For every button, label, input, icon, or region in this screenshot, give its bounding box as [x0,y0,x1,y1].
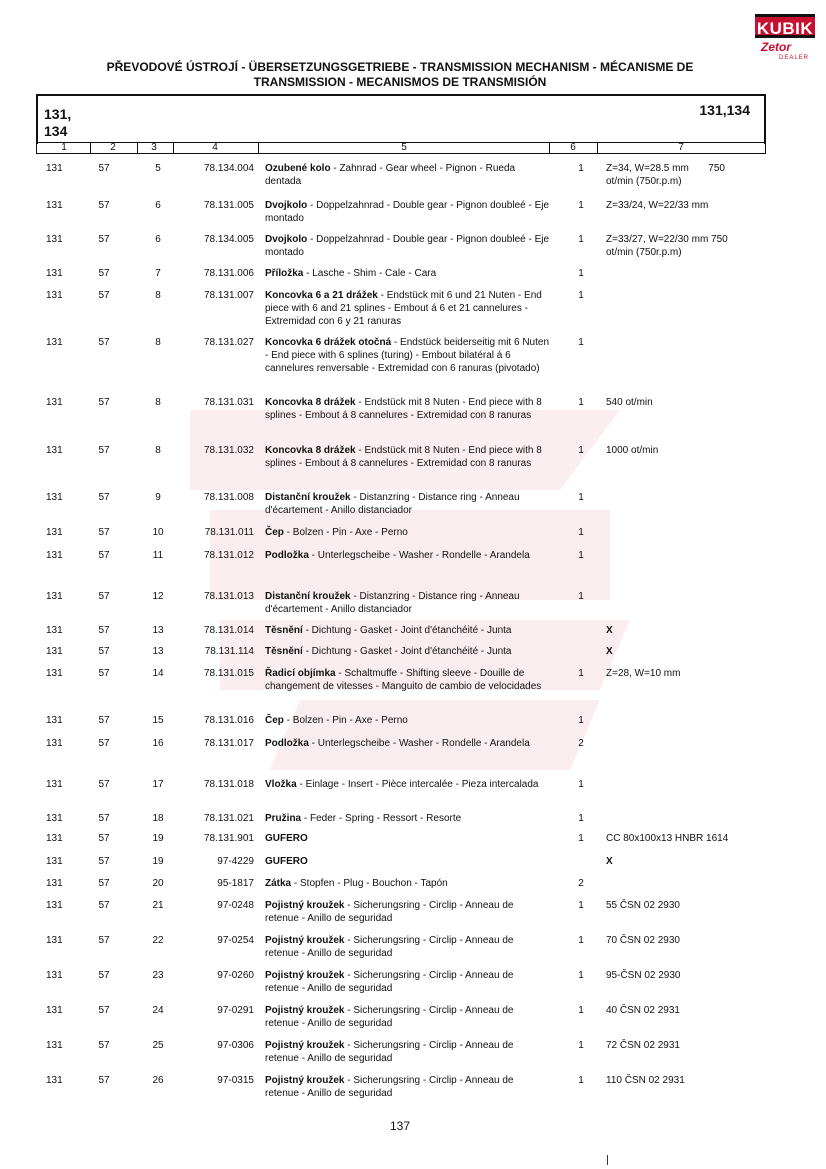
row-description [265,1004,550,1030]
row-description [265,336,550,375]
row-position: 20 [152,878,164,889]
row-part-name: Čep [265,715,284,726]
row-translations: - Dichtung - Gasket - Joint d'étanchéité - Junta [302,646,512,657]
row-description [265,667,550,693]
row-position: 17 [152,779,164,790]
row-position: 6 [155,234,161,245]
row-model: 131 [46,935,63,946]
row-part-name: Zátka [265,878,292,889]
row-part-number: 78.134.005 [203,234,254,245]
header-model-left: 131, 134 [44,106,72,139]
row-note: 70 ČSN 02 2930 [606,935,680,946]
row-translations: - Sicherungsring - Circlip - Anneau de retenue - Anillo de seguridad [265,1040,514,1064]
row-group: 57 [98,290,110,301]
row-part-name: Pojistný kroužek [265,935,345,946]
row-position: 13 [152,646,164,657]
row-position: 10 [152,527,164,538]
col-header-3: 3 [151,142,157,153]
row-quantity: 2 [578,738,584,749]
col-header-5: 5 [401,142,407,153]
row-part-name: Koncovka 8 drážek [265,445,356,456]
row-group: 57 [98,856,110,867]
row-translations: - Endstück mit 8 Nuten - End piece with 8 splines - Embout á 8 cannelures - Extremidad con 8 ranuras [265,397,542,421]
row-position: 16 [152,738,164,749]
row-description [265,624,550,637]
row-part-number: 97-0306 [217,1040,254,1051]
row-description [265,969,550,995]
row-group: 57 [98,445,110,456]
row-model: 131 [46,715,63,726]
row-part-name: Dvojkolo [265,234,308,245]
row-part-number: 78.131.012 [203,550,254,561]
row-translations: - Feder - Spring - Ressort - Resorte [301,813,462,824]
row-position: 14 [152,668,164,679]
row-quantity: 1 [578,935,584,946]
row-part-name: Pojistný kroužek [265,900,345,911]
row-part-name: Pojistný kroužek [265,1005,345,1016]
row-translations: - Endstück mit 8 Nuten - End piece with 8 splines - Embout á 8 cannelures - Extremidad con 8 ranuras [265,445,542,469]
row-translations: - Bolzen - Pin - Axe - Perno [283,527,408,538]
row-part-number: 78.131.017 [203,738,254,749]
row-part-number: 78.131.027 [203,337,254,348]
row-group: 57 [98,234,110,245]
row-part-name: Těsnění [265,646,303,657]
row-translations: - Unterlegscheibe - Washer - Rondelle - Arandela [308,738,530,749]
row-quantity: 1 [578,813,584,824]
row-position: 19 [152,856,164,867]
row-translations: - Unterlegscheibe - Washer - Rondelle - Arandela [308,550,530,561]
row-quantity: 1 [578,550,584,561]
row-description [265,832,550,845]
row-position: 19 [152,833,164,844]
row-part-number: 97-0291 [217,1005,254,1016]
row-translations: - Sicherungsring - Circlip - Anneau de retenue - Anillo de seguridad [265,900,514,924]
row-description [265,812,550,825]
row-translations: - Endstück beiderseitig mit 6 Nuten - End piece with 6 splines (turing) - Embout bilatéral á 6 cannelures renversable - Extremidad con 6 ranuras (pivotado) [265,337,550,374]
row-part-name: Pojistný kroužek [265,1040,345,1051]
row-translations: - Lasche - Shim - Cale - Cara [303,268,437,279]
row-note: X [606,625,613,636]
row-description [265,396,550,422]
row-part-name: GUFERO [265,856,308,867]
row-model: 131 [46,492,63,503]
row-part-number: 78.131.031 [203,397,254,408]
row-group: 57 [98,591,110,602]
row-model: 131 [46,625,63,636]
row-quantity: 1 [578,1075,584,1086]
row-note: Z=28, W=10 mm [606,668,681,679]
row-part-name: Koncovka 8 drážek [265,397,356,408]
row-group: 57 [98,970,110,981]
row-part-name: GUFERO [265,833,308,844]
row-part-name: Ozubené kolo [265,163,331,174]
row-group: 57 [98,878,110,889]
row-part-number: 97-0260 [217,970,254,981]
row-part-number: 78.131.032 [203,445,254,456]
row-description [265,714,550,727]
row-model: 131 [46,1040,63,1051]
row-part-name: Pojistný kroužek [265,1075,345,1086]
row-part-name: Podložka [265,550,309,561]
column-header-row [36,142,766,154]
row-description [265,877,550,890]
row-group: 57 [98,833,110,844]
row-translations: - Einlage - Insert - Pièce intercalée - Pieza intercalada [296,779,539,790]
row-description [265,1039,550,1065]
row-description [265,289,550,328]
row-part-number: 78.131.011 [204,527,254,538]
row-part-number: 78.131.015 [203,668,254,679]
row-translations: - Sicherungsring - Circlip - Anneau de retenue - Anillo de seguridad [265,935,514,959]
row-model: 131 [46,200,63,211]
row-quantity: 1 [578,900,584,911]
row-position: 13 [152,625,164,636]
row-part-number: 95-1817 [217,878,254,889]
row-group: 57 [98,1040,110,1051]
row-quantity: 1 [578,268,584,279]
row-model: 131 [46,397,63,408]
page-title: PŘEVODOVÉ ÚSTROJÍ - ÜBERSETZUNGSGETRIEBE - TRANSMISSION MECHANISM - MÉCANISME DE TRANSMISSION - MECANISMOS DE TRANSMISIÓN [106,60,694,89]
row-group: 57 [98,715,110,726]
row-model: 131 [46,268,63,279]
row-position: 12 [152,591,164,602]
header-box [36,94,766,144]
row-position: 15 [152,715,164,726]
logo-sub: Zetor [761,40,791,54]
row-position: 8 [155,445,161,456]
row-group: 57 [98,268,110,279]
row-model: 131 [46,1005,63,1016]
row-quantity: 1 [578,445,584,456]
row-quantity: 1 [578,397,584,408]
row-quantity: 1 [578,779,584,790]
row-position: 8 [155,337,161,348]
row-quantity: 1 [578,163,584,174]
row-model: 131 [46,856,63,867]
row-quantity: 1 [578,492,584,503]
row-part-number: 97-0248 [217,900,254,911]
row-group: 57 [98,550,110,561]
row-part-name: Příložka [265,268,304,279]
row-description [265,855,550,868]
row-quantity: 1 [578,833,584,844]
row-part-name: Pružina [265,813,302,824]
row-part-name: Čep [265,527,284,538]
row-group: 57 [98,935,110,946]
row-group: 57 [98,163,110,174]
row-part-number: 78.131.007 [203,290,254,301]
row-position: 11 [152,550,164,561]
row-position: 6 [155,200,161,211]
row-part-number: 78.131.013 [203,591,254,602]
row-note: 55 ČSN 02 2930 [606,900,680,911]
row-note: 1000 ot/min [606,445,659,456]
row-translations: - Doppelzahnrad - Double gear - Pignon doubleé - Eje montado [265,200,550,224]
row-note: 540 ot/min [606,397,653,408]
row-part-name: Distanční kroužek [265,591,351,602]
row-part-number: 78.131.005 [203,200,254,211]
row-translations: - Sicherungsring - Circlip - Anneau de retenue - Anillo de seguridad [265,1005,514,1029]
row-quantity: 1 [578,200,584,211]
row-description [265,491,550,517]
row-part-name: Koncovka 6 a 21 drážek [265,290,378,301]
page-number: 137 [389,1119,411,1133]
row-translations: - Sicherungsring - Circlip - Anneau de retenue - Anillo de seguridad [265,1075,514,1099]
page-tick-mark [607,1155,608,1165]
row-part-number: 78.131.014 [203,625,254,636]
row-description [265,737,550,750]
row-position: 21 [152,900,164,911]
row-translations: - Distanzring - Distance ring - Anneau d'écartement - Anillo distanciador [265,492,520,516]
row-description [265,267,550,280]
row-part-name: Pojistný kroužek [265,970,345,981]
row-part-name: Podložka [265,738,309,749]
row-description [265,1074,550,1100]
row-part-number: 78.131.114 [204,646,254,657]
row-part-name: Vložka [265,779,297,790]
row-position: 22 [152,935,164,946]
col-header-2: 2 [110,142,116,153]
row-translations: - Bolzen - Pin - Axe - Perno [283,715,408,726]
header-model-right: 131,134 [699,102,750,118]
row-note: Z=33/27, W=22/30 mm 750 ot/min (750r.p.m) [606,234,728,258]
row-group: 57 [98,397,110,408]
row-model: 131 [46,900,63,911]
row-group: 57 [98,738,110,749]
row-model: 131 [46,163,63,174]
row-position: 18 [152,813,164,824]
row-group: 57 [98,1075,110,1086]
row-model: 131 [46,668,63,679]
row-translations: - Stopfen - Plug - Bouchon - Tapón [291,878,448,889]
row-quantity: 1 [578,591,584,602]
row-part-number: 78.131.021 [203,813,254,824]
row-part-name: Řadicí objímka [265,668,336,679]
logo-brand: KUBIK [755,14,815,38]
row-part-name: Těsnění [265,625,303,636]
col-header-1: 1 [61,142,67,153]
row-model: 131 [46,738,63,749]
row-model: 131 [46,1075,63,1086]
row-part-number: 97-0254 [217,935,254,946]
row-description [265,778,550,791]
row-model: 131 [46,550,63,561]
row-model: 131 [46,290,63,301]
row-note: CC 80x100x13 HNBR 1614 [606,833,729,844]
row-model: 131 [46,970,63,981]
row-quantity: 1 [578,337,584,348]
row-translations: - Dichtung - Gasket - Joint d'étanchéité - Junta [302,625,512,636]
row-note: 72 ČSN 02 2931 [606,1040,680,1051]
row-quantity: 1 [578,1040,584,1051]
row-quantity: 2 [578,878,584,889]
row-model: 131 [46,527,63,538]
row-note: 95-ČSN 02 2930 [606,970,681,981]
row-part-number: 78.134.004 [203,163,254,174]
row-quantity: 1 [578,970,584,981]
row-translations: - Endstück mit 6 und 21 Nuten - End piece with 6 and 21 splines - Embout á 6 et 21 cannelures - Extremidad con 6 y 21 ranuras [265,290,542,327]
col-header-4: 4 [212,142,218,153]
row-part-number: 78.131.018 [203,779,254,790]
row-group: 57 [98,527,110,538]
row-note: X [606,646,613,657]
row-group: 57 [98,813,110,824]
row-part-name: Koncovka 6 drážek otočná [265,337,392,348]
row-translations: - Sicherungsring - Circlip - Anneau de retenue - Anillo de seguridad [265,970,514,994]
row-translations: - Distanzring - Distance ring - Anneau d'écartement - Anillo distanciador [265,591,520,615]
row-group: 57 [98,646,110,657]
row-position: 23 [152,970,164,981]
row-model: 131 [46,813,63,824]
row-position: 5 [155,163,161,174]
row-part-number: 78.131.016 [203,715,254,726]
row-model: 131 [46,779,63,790]
row-model: 131 [46,646,63,657]
row-position: 24 [152,1005,164,1016]
row-note: 110 ČSN 02 2931 [606,1075,685,1086]
row-position: 9 [155,492,161,503]
row-group: 57 [98,1005,110,1016]
row-position: 25 [152,1040,164,1051]
row-description [265,199,550,225]
row-part-number: 78.131.008 [203,492,254,503]
row-part-number: 97-4229 [217,856,254,867]
row-group: 57 [98,337,110,348]
row-model: 131 [46,445,63,456]
col-header-6: 6 [570,142,576,153]
row-quantity: 1 [578,290,584,301]
row-quantity: 1 [578,668,584,679]
row-description [265,899,550,925]
row-part-name: Dvojkolo [265,200,308,211]
col-header-7: 7 [678,142,684,153]
row-quantity: 1 [578,527,584,538]
row-translations: - Zahnrad - Gear wheel - Pignon - Rueda dentada [265,163,516,187]
row-group: 57 [98,900,110,911]
row-model: 131 [46,234,63,245]
logo-dealer: DEALER [779,55,810,61]
row-note: Z=34, W=28.5 mm 750 ot/min (750r.p.m) [606,163,725,187]
row-description [265,645,550,658]
row-note: Z=33/24, W=22/33 mm [606,200,709,211]
row-description [265,934,550,960]
row-model: 131 [46,591,63,602]
row-part-number: 97-0315 [217,1075,254,1086]
row-group: 57 [98,492,110,503]
row-position: 26 [152,1075,164,1086]
row-description [265,526,550,539]
row-description [265,549,550,562]
row-part-number: 78.131.901 [203,833,254,844]
row-quantity: 1 [578,1005,584,1016]
row-position: 8 [155,290,161,301]
row-description [265,590,550,616]
row-group: 57 [98,200,110,211]
row-note: X [606,856,613,867]
row-quantity: 1 [578,715,584,726]
row-translations: - Schaltmuffe - Shifting sleeve - Douille de changement de vitesses - Manguito de cambio de velocidades [265,668,542,692]
row-part-number: 78.131.006 [203,268,254,279]
row-description [265,162,550,188]
kubik-zetor-logo [755,14,815,64]
row-position: 7 [155,268,161,279]
row-quantity: 1 [578,234,584,245]
row-group: 57 [98,668,110,679]
row-description [265,444,550,470]
row-model: 131 [46,878,63,889]
row-position: 8 [155,397,161,408]
row-translations: - Doppelzahnrad - Double gear - Pignon doubleé - Eje montado [265,234,550,258]
row-note: 40 ČSN 02 2931 [606,1005,680,1016]
row-model: 131 [46,337,63,348]
row-model: 131 [46,833,63,844]
row-group: 57 [98,779,110,790]
row-part-name: Distanční kroužek [265,492,351,503]
row-group: 57 [98,625,110,636]
row-description [265,233,550,259]
